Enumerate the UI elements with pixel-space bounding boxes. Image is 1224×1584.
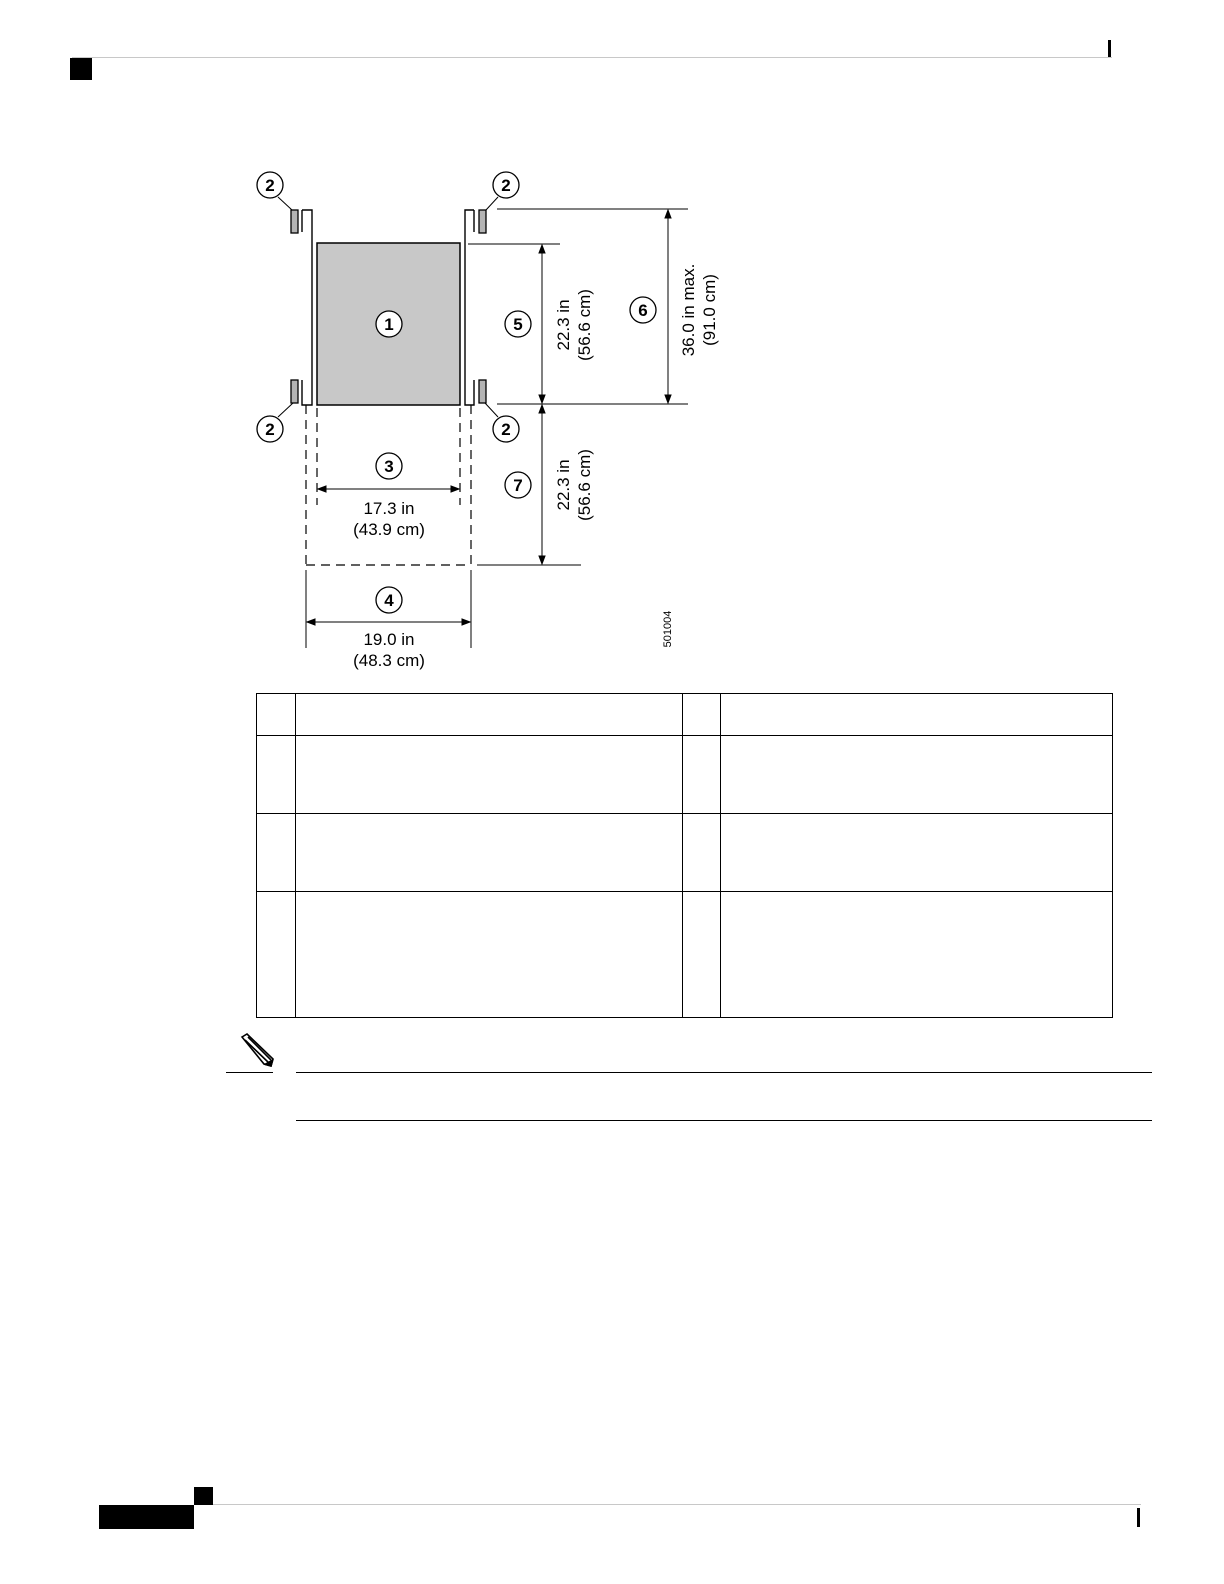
width-outer-cm: (48.3 cm) [353, 651, 425, 670]
footer-marker [194, 1487, 213, 1505]
bracket-left [302, 210, 312, 405]
width-outer-in: 19.0 in [363, 630, 415, 649]
table-cell [721, 814, 1113, 892]
post-bottom-left [291, 380, 298, 403]
header-cell [296, 694, 683, 736]
note-rule-top [296, 1072, 1152, 1073]
clearance-outline [306, 405, 471, 565]
callout-label: 4 [384, 591, 394, 610]
footer-rule [194, 1504, 1141, 1505]
width-inner-in: 17.3 in [363, 499, 415, 518]
post-top-right [479, 210, 486, 233]
header-rule [72, 57, 1112, 58]
table-cell [296, 736, 683, 814]
table-row [257, 736, 1113, 814]
header-cell [721, 694, 1113, 736]
rack-clearance-figure [240, 160, 740, 680]
table-row [257, 814, 1113, 892]
width-labels [353, 499, 425, 670]
pencil-note-icon [238, 1033, 276, 1069]
note-rule-left [226, 1072, 273, 1073]
callout-label: 2 [265, 420, 275, 439]
figure-art-id: 501004 [662, 610, 674, 648]
callout-label: 2 [501, 420, 511, 439]
post-top-left [291, 210, 298, 233]
table-cell [721, 736, 1113, 814]
table-cell [721, 892, 1113, 1018]
header-marker [70, 58, 92, 80]
callout-label: 5 [513, 315, 523, 334]
table-cell [683, 892, 721, 1018]
max-depth-cm: (91.0 cm) [700, 274, 719, 346]
table-cell [257, 892, 296, 1018]
figure-legend-table [256, 693, 1113, 1018]
callout-label: 7 [513, 476, 523, 495]
table-header-row [257, 694, 1113, 736]
table-row [257, 892, 1113, 1018]
table-cell [257, 736, 296, 814]
footer-tick [1137, 1508, 1140, 1527]
post-bottom-right [479, 380, 486, 403]
callout-label: 2 [501, 176, 511, 195]
clearance-in: 22.3 in [554, 459, 573, 511]
table-cell [683, 814, 721, 892]
header-cell [683, 694, 721, 736]
width-inner-cm: (43.9 cm) [353, 520, 425, 539]
callout-label: 1 [384, 315, 394, 334]
max-depth-in: 36.0 in max. [679, 263, 698, 357]
header-cell [257, 694, 296, 736]
bracket-right [465, 210, 474, 405]
table-cell [257, 814, 296, 892]
table-cell [296, 892, 683, 1018]
callout-label: 3 [384, 457, 394, 476]
callout-label: 6 [638, 301, 648, 320]
callout-label: 2 [265, 176, 275, 195]
header-tick [1108, 40, 1111, 57]
note-rule-bottom [296, 1120, 1152, 1121]
footer-page-tab [99, 1505, 194, 1529]
depth-cm: (56.6 cm) [575, 289, 594, 361]
table-cell [683, 736, 721, 814]
table-cell [296, 814, 683, 892]
depth-in: 22.3 in [554, 299, 573, 351]
clearance-cm: (56.6 cm) [575, 449, 594, 521]
